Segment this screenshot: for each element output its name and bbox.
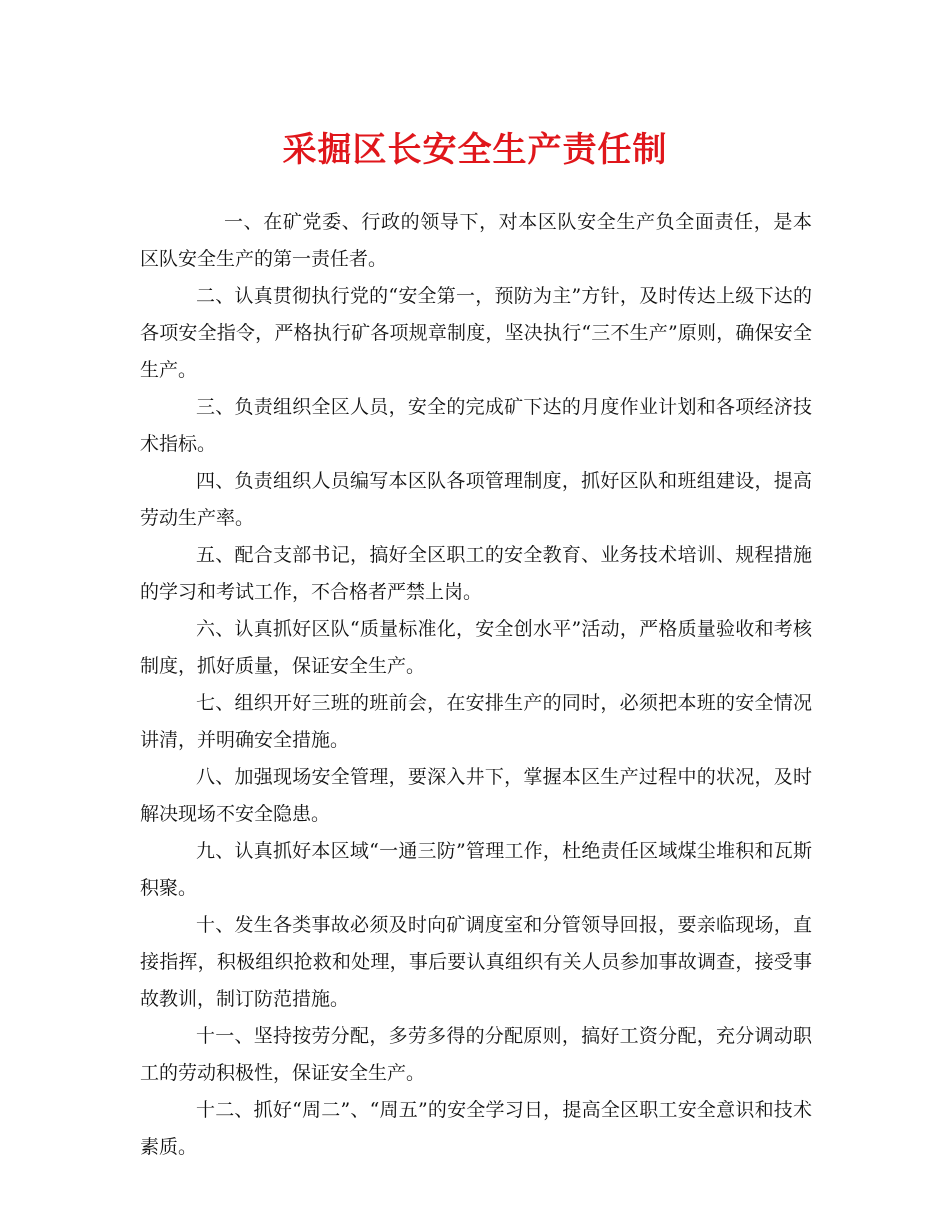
paragraph-4: 四、负责组织人员编写本区队各项管理制度，抓好区队和班组建设，提高劳动生产率。 [140, 470, 812, 529]
paragraph-12: 十二、抓好“周二”、“周五”的安全学习日，提高全区职工安全意识和技术素质。 [140, 1099, 812, 1158]
paragraph-7: 七、组织开好三班的班前会，在安排生产的同时，必须把本班的安全情况讲清，并明确安全措施。 [140, 692, 812, 751]
document-body [140, 204, 812, 1166]
paragraph-5: 五、配合支部书记，搞好全区职工的安全教育、业务技术培训、规程措施的学习和考试工作，不合格者严禁上岗。 [140, 544, 812, 603]
paragraph-3: 三、负责组织全区人员，安全的完成矿下达的月度作业计划和各项经济技术指标。 [140, 396, 812, 455]
paragraph-1: 一、在矿党委、行政的领导下，对本区队安全生产负全面责任，是本区队安全生产的第一责任者。 [140, 211, 812, 270]
document-title: 采掘区长安全生产责任制 [282, 130, 668, 170]
paragraph-10: 十、发生各类事故必须及时向矿调度室和分管领导回报，要亲临现场，直接指挥，积极组织抢救和处理，事后要认真组织有关人员参加事故调查，接受事故教训，制订防范措施。 [140, 914, 812, 1010]
paragraph-2: 二、认真贯彻执行党的“安全第一，预防为主”方针，及时传达上级下达的各项安全指令，严格执行矿各项规章制度，坚决执行“三不生产”原则，确保安全生产。 [140, 285, 812, 381]
paragraph-6: 六、认真抓好区队“质量标准化，安全创水平”活动，严格质量验收和考核制度，抓好质量，保证安全生产。 [140, 618, 812, 677]
paragraph-11: 十一、坚持按劳分配，多劳多得的分配原则，搞好工资分配，充分调动职工的劳动积极性，保证安全生产。 [140, 1025, 812, 1084]
paragraph-8: 八、加强现场安全管理，要深入井下，掌握本区生产过程中的状况，及时解决现场不安全隐患。 [140, 766, 812, 825]
paragraph-9: 九、认真抓好本区域“一通三防”管理工作，杜绝责任区域煤尘堆积和瓦斯积聚。 [140, 840, 812, 899]
